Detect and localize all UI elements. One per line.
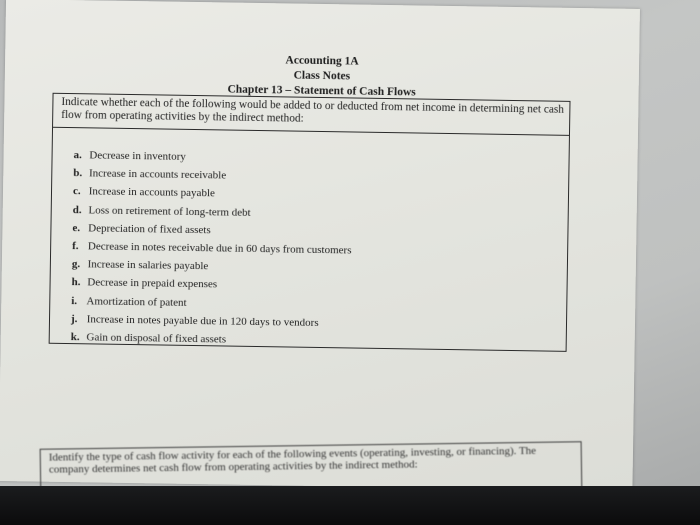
item-text: Amortization of patent xyxy=(86,294,187,309)
monitor-bezel xyxy=(0,486,700,525)
item-letter: h. xyxy=(71,276,81,289)
item-letter: i. xyxy=(71,294,78,307)
second-exercise-instructions: Identify the type of cash flow activity for each of the following events (operating, investing, or financing). The company determines net cash flow from operating activities by the indirect method: xyxy=(48,444,537,476)
chapter-title: Chapter 13 – Statement of Cash Flows xyxy=(227,83,416,99)
exercise-box xyxy=(49,93,571,352)
item-text: Increase in salaries payable xyxy=(87,258,209,273)
item-letter: e. xyxy=(72,221,81,234)
item-text: Decrease in prepaid expenses xyxy=(87,276,218,291)
item-letter: c. xyxy=(72,185,81,198)
item-letter: d. xyxy=(72,203,82,216)
exercise-instructions: Indicate whether each of the following would be added to or deducted from net income in determining net cash flow from operating activities by the indirect method: xyxy=(61,95,565,125)
item-letter: j. xyxy=(70,312,78,325)
item-text: Increase in notes payable due in 120 days to vendors xyxy=(86,313,319,329)
item-letter: f. xyxy=(72,240,79,253)
item-text: Decrease in notes receivable due in 60 days from customers xyxy=(87,240,352,257)
item-text: Increase in accounts payable xyxy=(88,185,215,200)
item-text: Depreciation of fixed assets xyxy=(88,222,211,237)
notes-subtitle: Class Notes xyxy=(293,69,351,83)
item-letter: g. xyxy=(71,258,81,271)
item-text: Loss on retirement of long-term debt xyxy=(88,203,251,219)
item-letter: b. xyxy=(73,167,83,180)
item-text: Increase in accounts receivable xyxy=(88,167,227,182)
exercise-item-list xyxy=(71,146,353,350)
item-text: Decrease in inventory xyxy=(89,149,186,163)
item-text: Gain on disposal of fixed assets xyxy=(86,331,227,346)
item-letter: a. xyxy=(73,149,82,162)
course-title: Accounting 1A xyxy=(285,54,359,68)
item-letter: k. xyxy=(70,330,80,344)
